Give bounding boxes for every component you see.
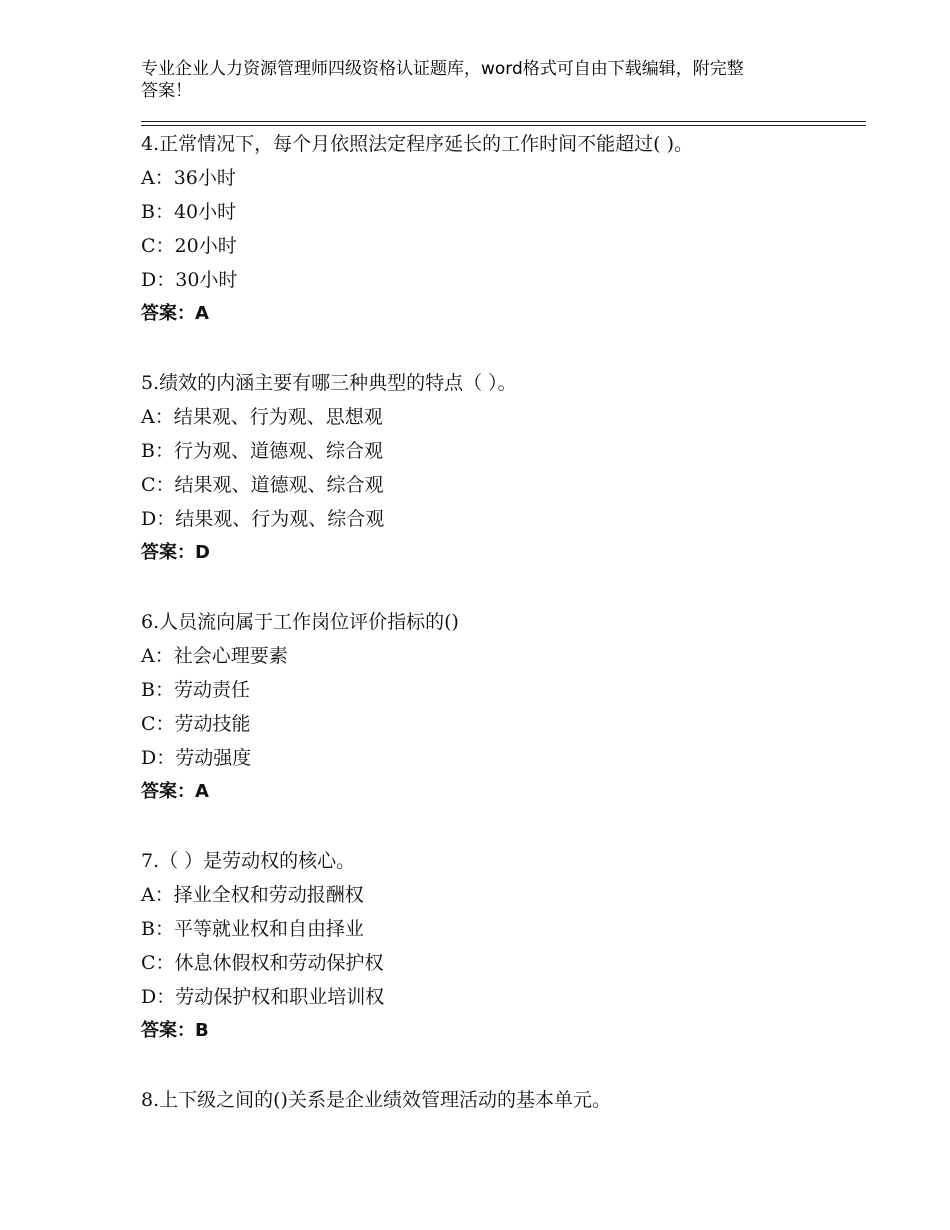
option-a: A：择业全权和劳动报酬权: [141, 884, 364, 906]
option-b: B：行为观、道德观、综合观: [141, 440, 383, 462]
header-divider-bottom: [141, 125, 866, 126]
option-b: B：平等就业权和自由择业: [141, 918, 364, 940]
option-a: A：社会心理要素: [141, 645, 288, 667]
header-line-2: 答案！: [141, 81, 192, 101]
question-6: [141, 605, 861, 809]
question-5: [141, 366, 861, 570]
option-b: B：劳动责任: [141, 679, 250, 701]
answer: 答案：D: [141, 542, 210, 563]
answer: 答案：B: [141, 1020, 209, 1041]
option-c: C：20小时: [141, 235, 237, 257]
question-8: [141, 1083, 861, 1117]
question-7: [141, 844, 861, 1048]
document-header: [141, 58, 821, 102]
option-c: C：劳动技能: [141, 713, 251, 735]
option-a: A：36小时: [141, 167, 236, 189]
answer: 答案：A: [141, 781, 209, 802]
question-stem: 6.人员流向属于工作岗位评价指标的(): [141, 611, 459, 633]
question-4: [141, 127, 861, 331]
option-b: B：40小时: [141, 201, 237, 223]
option-d: D：结果观、行为观、综合观: [141, 508, 385, 530]
option-c: C：休息休假权和劳动保护权: [141, 952, 384, 974]
question-stem: 5.绩效的内涵主要有哪三种典型的特点（ ）。: [141, 372, 517, 394]
question-stem: 7.（ ）是劳动权的核心。: [141, 850, 356, 872]
option-a: A：结果观、行为观、思想观: [141, 406, 383, 428]
option-d: D：劳动保护权和职业培训权: [141, 986, 385, 1008]
header-line-1: 专业企业人力资源管理师四级资格认证题库，word格式可自由下载编辑，附完整: [141, 59, 744, 79]
answer: 答案：A: [141, 303, 209, 324]
option-d: D：劳动强度: [141, 747, 252, 769]
option-c: C：结果观、道德观、综合观: [141, 474, 384, 496]
question-stem: 8.上下级之间的()关系是企业绩效管理活动的基本单元。: [141, 1089, 611, 1111]
option-d: D：30小时: [141, 269, 238, 291]
question-stem: 4.正常情况下，每个月依照法定程序延长的工作时间不能超过( )。: [141, 133, 693, 155]
header-divider-top: [141, 121, 866, 122]
